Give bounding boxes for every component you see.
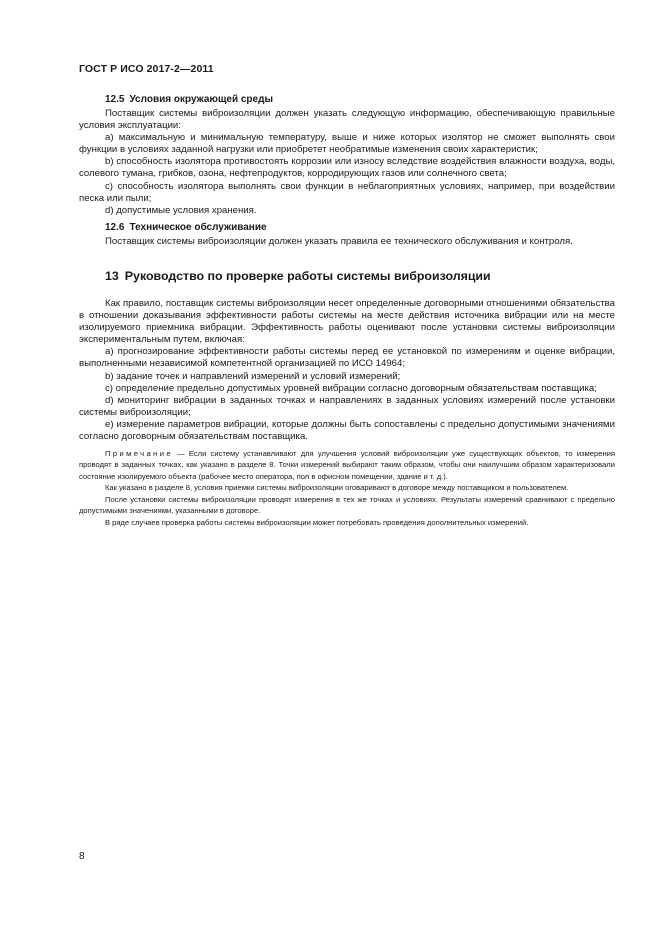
- section-12-5-heading: [79, 93, 615, 106]
- list-item: d) допустимые условия хранения.: [105, 204, 257, 216]
- paragraph: Поставщик системы виброизоляции должен указать правила ее технического обслуживания и контроля.: [105, 235, 573, 247]
- section-title: Техническое обслуживание: [129, 221, 267, 233]
- section-number: 12.5: [105, 94, 125, 105]
- list-item: c) определение предельно допустимых уровней вибрации согласно договорным обязательствам поставщика;: [105, 382, 597, 394]
- list-item: a) максимальную и минимальную температуру, выше и ниже которых изолятор не сможет выполнять свои функции в условиях заданной нагрузки или приобретет необратимые изменения своих характеристик;: [79, 132, 615, 156]
- section-number: 12.6: [105, 221, 125, 233]
- page-number: 8: [79, 851, 85, 862]
- list-item: a) прогнозирование эффективности работы системы перед ее установкой по измерениям и оценке вибрации, выполненными независимой компетентной организацией по ИСО 14964;: [79, 346, 615, 370]
- section-title: Условия окружающей среды: [129, 94, 273, 105]
- note-dash: —: [172, 449, 189, 459]
- list-item: b) задание точек и направлений измерений и условий измерений;: [105, 370, 401, 382]
- document-header: ГОСТ Р ИСО 2017-2—2011: [79, 63, 214, 75]
- note-paragraph: После установки системы виброизоляции проводят измерения в тех же точках и условиях. Результаты измерений сравнивают с предельно допустимыми значениями, указанными в договоре.: [79, 494, 615, 516]
- section-number: 13: [105, 268, 119, 283]
- paragraph: Как правило, поставщик системы виброизоляции несет определенные договорными отношениями обязательства в отношении доказывания эффективности работы системы на месте действия источника вибрации или на месте изолируемого приемника вибрации. Эффективность работы оценивают после установки системы виброизоляции экспериментальным путем, включая:: [79, 297, 615, 346]
- note-paragraph: [79, 448, 615, 482]
- note-paragraph: Как указано в разделе 8, условия приемки системы виброизоляции оговаривают в договоре между поставщиком и пользователем.: [105, 483, 569, 493]
- section-12-6-heading: [79, 221, 615, 234]
- list-item: b) способность изолятора противостоять коррозии или износу вследствие воздействия влажности воздуха, воды, солевого тумана, грибков, озона, нефтепродуктов, корродирующих газов или солнечного света;: [79, 156, 615, 180]
- note-paragraph: В ряде случаев проверка работы системы виброизоляции может потребовать проведения дополнительных измерений.: [105, 517, 529, 527]
- note-label: Примечание: [105, 449, 173, 459]
- section-title: Руководство по проверке работы системы виброизоляции: [124, 268, 491, 283]
- note-block: [79, 448, 615, 528]
- list-item: d) мониторинг вибрации в заданных точках и направлениях в заданных условиях измерений после установки системы виброизоляции;: [79, 394, 615, 418]
- list-item: e) измерение параметров вибрации, которые должны быть сопоставлены с предельно допустимыми значениями согласно договорным обязательствам поставщика.: [79, 418, 615, 442]
- section-13-heading: [79, 268, 615, 284]
- list-item: c) способность изолятора выполнять свои функции в неблагоприятных условиях, например, при воздействии песка или пыли;: [79, 180, 615, 204]
- paragraph: Поставщик системы виброизоляции должен указать следующую информацию, обеспечивающую правильные условия эксплуатации:: [79, 108, 615, 132]
- note-text: Если систему устанавливают для улучшения условий виброизоляции уже существующих объектов, то измерения проводят в заданных точках, как указано в разделе 8. Точки измерений выбирают таким образом, чтобы они наилучшим образом характеризовали состояние изолируемого объекта (рабочее место оператора, пол в офисном помещении, здание и т. д.).: [79, 449, 615, 481]
